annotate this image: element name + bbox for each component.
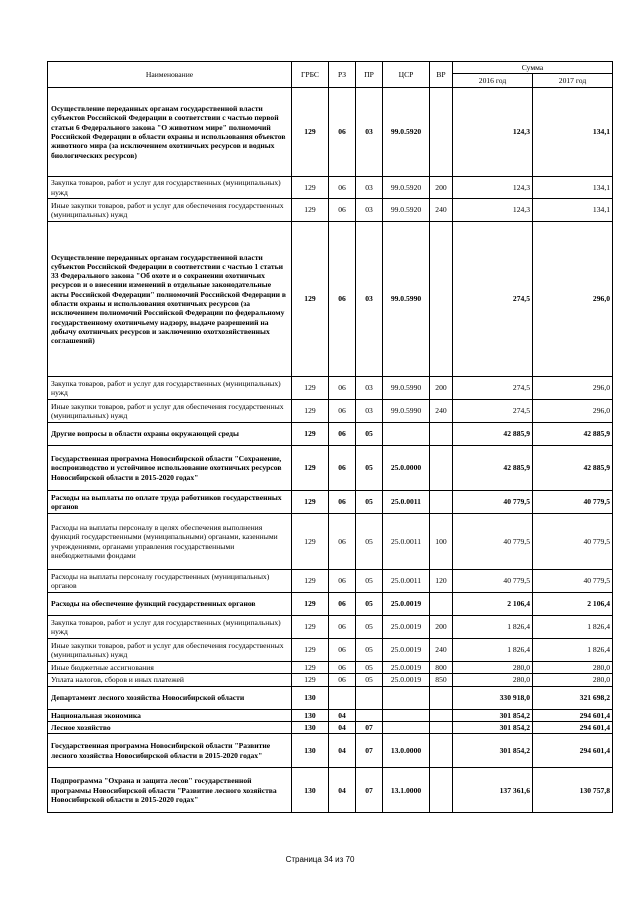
cell-sum-2016: 2 106,4 [453, 593, 533, 616]
cell-vr [430, 593, 453, 616]
cell-vr [430, 222, 453, 377]
table-row [48, 570, 613, 593]
page-footer: Страница 34 из 70 [285, 855, 355, 864]
cell-grbs: 130 [292, 734, 329, 768]
cell-grbs: 130 [292, 721, 329, 733]
cell-csr: 25.0.0019 [383, 662, 430, 674]
cell-pr: 07 [356, 734, 383, 768]
header-2017: 2017 год [533, 74, 613, 88]
cell-sum-2017: 296,0 [533, 377, 613, 400]
cell-vr: 240 [430, 199, 453, 222]
cell-rz: 04 [329, 734, 356, 768]
table-row [48, 616, 613, 639]
cell-name: Осуществление переданных органам государственной власти субъектов Российской Федерации в соответствии с частью первой статьи 6 Федерального закона "О животном мире" полномочий Российской Федерации в области охраны и использования объектов животного мира (за исключением охотничьих ресурсов и водных биологических ресурсов) [48, 88, 292, 177]
cell-grbs: 130 [292, 686, 329, 709]
cell-pr: 05 [356, 639, 383, 662]
table-row [48, 734, 613, 768]
cell-rz: 06 [329, 222, 356, 377]
header-rz: РЗ [329, 62, 356, 88]
cell-rz: 06 [329, 88, 356, 177]
cell-sum-2016: 301 854,2 [453, 709, 533, 721]
cell-csr: 25.0.0011 [383, 570, 430, 593]
cell-sum-2016: 274,5 [453, 377, 533, 400]
cell-pr: 05 [356, 446, 383, 491]
cell-csr: 25.0.0011 [383, 491, 430, 514]
table-body [48, 88, 613, 813]
cell-sum-2017: 280,0 [533, 662, 613, 674]
cell-sum-2016: 40 779,5 [453, 491, 533, 514]
cell-sum-2016: 124,3 [453, 88, 533, 177]
cell-rz: 06 [329, 177, 356, 199]
cell-vr [430, 446, 453, 491]
cell-rz: 06 [329, 570, 356, 593]
table-header [48, 62, 613, 88]
cell-sum-2016: 42 885,9 [453, 423, 533, 446]
cell-rz: 06 [329, 674, 356, 686]
cell-name: Подпрограмма "Охрана и защита лесов" государственной программы Новосибирской области "Развитие лесного хозяйства Новосибирской области в 2015-2020 годах" [48, 768, 292, 813]
table-row [48, 377, 613, 400]
cell-sum-2017: 296,0 [533, 222, 613, 377]
cell-rz: 06 [329, 377, 356, 400]
cell-name: Закупка товаров, работ и услуг для государственных (муниципальных) нужд [48, 177, 292, 199]
cell-sum-2017: 40 779,5 [533, 514, 613, 570]
cell-sum-2016: 42 885,9 [453, 446, 533, 491]
table-row [48, 686, 613, 709]
cell-pr: 03 [356, 400, 383, 423]
cell-csr: 99.0.5990 [383, 400, 430, 423]
cell-vr: 240 [430, 400, 453, 423]
cell-grbs: 129 [292, 639, 329, 662]
cell-rz: 04 [329, 721, 356, 733]
cell-grbs: 130 [292, 768, 329, 813]
budget-table [47, 61, 613, 813]
cell-grbs: 129 [292, 199, 329, 222]
cell-vr [430, 423, 453, 446]
cell-csr [383, 686, 430, 709]
cell-sum-2017: 294 601,4 [533, 709, 613, 721]
cell-sum-2016: 301 854,2 [453, 734, 533, 768]
cell-vr: 100 [430, 514, 453, 570]
cell-sum-2016: 137 361,6 [453, 768, 533, 813]
cell-name: Национальная экономика [48, 709, 292, 721]
cell-rz: 06 [329, 423, 356, 446]
cell-pr: 03 [356, 88, 383, 177]
cell-sum-2016: 40 779,5 [453, 570, 533, 593]
cell-grbs: 129 [292, 662, 329, 674]
cell-csr: 13.0.0000 [383, 734, 430, 768]
cell-grbs: 129 [292, 570, 329, 593]
cell-sum-2016: 1 826,4 [453, 616, 533, 639]
table-row [48, 593, 613, 616]
cell-csr: 99.0.5920 [383, 177, 430, 199]
cell-rz: 06 [329, 446, 356, 491]
cell-name: Иные закупки товаров, работ и услуг для обеспечения государственных (муниципальных) нужд [48, 639, 292, 662]
cell-name: Закупка товаров, работ и услуг для государственных (муниципальных) нужд [48, 616, 292, 639]
cell-rz: 06 [329, 593, 356, 616]
cell-vr [430, 709, 453, 721]
cell-pr: 07 [356, 721, 383, 733]
cell-pr: 05 [356, 674, 383, 686]
cell-name: Иные закупки товаров, работ и услуг для обеспечения государственных (муниципальных) нужд [48, 400, 292, 423]
cell-csr: 25.0.0011 [383, 514, 430, 570]
cell-pr: 05 [356, 514, 383, 570]
cell-grbs: 129 [292, 446, 329, 491]
cell-sum-2017: 134,1 [533, 177, 613, 199]
cell-name: Лесное хозяйство [48, 721, 292, 733]
header-vr: ВР [430, 62, 453, 88]
cell-sum-2017: 134,1 [533, 199, 613, 222]
cell-grbs: 129 [292, 423, 329, 446]
cell-sum-2017: 40 779,5 [533, 491, 613, 514]
cell-sum-2017: 321 698,2 [533, 686, 613, 709]
table-row [48, 222, 613, 377]
header-sum: Сумма [453, 62, 613, 74]
cell-sum-2017: 2 106,4 [533, 593, 613, 616]
cell-grbs: 129 [292, 491, 329, 514]
cell-vr: 200 [430, 616, 453, 639]
cell-vr: 120 [430, 570, 453, 593]
cell-name: Государственная программа Новосибирской области "Сохранение, воспроизводство и устойчивое использование охотничьих ресурсов Новосибирской области в 2015-2020 годах" [48, 446, 292, 491]
cell-sum-2017: 294 601,4 [533, 721, 613, 733]
cell-csr: 99.0.5920 [383, 199, 430, 222]
cell-sum-2016: 280,0 [453, 674, 533, 686]
cell-name: Другие вопросы в области охраны окружающей среды [48, 423, 292, 446]
cell-rz: 06 [329, 616, 356, 639]
cell-sum-2016: 274,5 [453, 222, 533, 377]
budget-table-page [47, 61, 612, 813]
cell-rz: 04 [329, 709, 356, 721]
cell-pr: 05 [356, 662, 383, 674]
cell-sum-2017: 42 885,9 [533, 423, 613, 446]
cell-name: Закупка товаров, работ и услуг для государственных (муниципальных) нужд [48, 377, 292, 400]
cell-vr [430, 686, 453, 709]
header-pr: ПР [356, 62, 383, 88]
header-name: Наименование [48, 62, 292, 88]
cell-sum-2017: 294 601,4 [533, 734, 613, 768]
cell-vr [430, 88, 453, 177]
cell-rz: 06 [329, 514, 356, 570]
cell-csr: 25.0.0019 [383, 639, 430, 662]
cell-name: Расходы на выплаты персоналу в целях обеспечения выполнения функций государственными (муниципальными) органами, казенными учреждениями, органами управления государственными внебюджетными фондами [48, 514, 292, 570]
cell-name: Расходы на выплаты по оплате труда работников государственных органов [48, 491, 292, 514]
cell-csr: 99.0.5990 [383, 377, 430, 400]
cell-grbs: 130 [292, 709, 329, 721]
header-grbs: ГРБС [292, 62, 329, 88]
cell-name: Уплата налогов, сборов и иных платежей [48, 674, 292, 686]
cell-csr: 25.0.0000 [383, 446, 430, 491]
cell-grbs: 129 [292, 377, 329, 400]
cell-name: Иные закупки товаров, работ и услуг для обеспечения государственных (муниципальных) нужд [48, 199, 292, 222]
table-row [48, 446, 613, 491]
cell-pr [356, 709, 383, 721]
cell-sum-2017: 280,0 [533, 674, 613, 686]
cell-csr [383, 709, 430, 721]
cell-sum-2016: 330 918,0 [453, 686, 533, 709]
cell-rz: 06 [329, 400, 356, 423]
table-row [48, 514, 613, 570]
cell-vr: 850 [430, 674, 453, 686]
cell-pr: 07 [356, 768, 383, 813]
cell-sum-2016: 280,0 [453, 662, 533, 674]
cell-csr: 99.0.5990 [383, 222, 430, 377]
cell-vr: 200 [430, 377, 453, 400]
cell-name: Государственная программа Новосибирской области "Развитие лесного хозяйства Новосибирской области в 2015-2020 годах" [48, 734, 292, 768]
cell-csr: 25.0.0019 [383, 674, 430, 686]
cell-pr: 03 [356, 222, 383, 377]
cell-name: Расходы на выплаты персоналу государственных (муниципальных) органов [48, 570, 292, 593]
table-row [48, 423, 613, 446]
cell-pr: 05 [356, 491, 383, 514]
cell-vr [430, 768, 453, 813]
cell-rz: 06 [329, 199, 356, 222]
cell-sum-2017: 1 826,4 [533, 639, 613, 662]
cell-grbs: 129 [292, 593, 329, 616]
cell-rz: 06 [329, 639, 356, 662]
table-row [48, 88, 613, 177]
cell-sum-2016: 40 779,5 [453, 514, 533, 570]
cell-rz: 06 [329, 491, 356, 514]
table-row [48, 491, 613, 514]
header-csr: ЦСР [383, 62, 430, 88]
table-row [48, 709, 613, 721]
cell-csr: 99.0.5920 [383, 88, 430, 177]
cell-csr: 13.1.0000 [383, 768, 430, 813]
cell-name: Департамент лесного хозяйства Новосибирской области [48, 686, 292, 709]
cell-pr: 05 [356, 570, 383, 593]
cell-sum-2016: 1 826,4 [453, 639, 533, 662]
cell-csr: 25.0.0019 [383, 616, 430, 639]
cell-sum-2017: 296,0 [533, 400, 613, 423]
cell-vr: 240 [430, 639, 453, 662]
cell-pr: 03 [356, 177, 383, 199]
cell-sum-2017: 134,1 [533, 88, 613, 177]
table-row [48, 674, 613, 686]
cell-sum-2016: 301 854,2 [453, 721, 533, 733]
table-row [48, 662, 613, 674]
cell-grbs: 129 [292, 177, 329, 199]
cell-grbs: 129 [292, 400, 329, 423]
cell-pr [356, 686, 383, 709]
cell-vr [430, 721, 453, 733]
cell-vr [430, 734, 453, 768]
cell-name: Иные бюджетные ассигнования [48, 662, 292, 674]
table-row [48, 639, 613, 662]
cell-pr: 05 [356, 593, 383, 616]
table-row [48, 721, 613, 733]
cell-sum-2017: 40 779,5 [533, 570, 613, 593]
cell-sum-2016: 124,3 [453, 177, 533, 199]
cell-rz [329, 686, 356, 709]
table-row [48, 177, 613, 199]
cell-vr: 800 [430, 662, 453, 674]
cell-pr: 05 [356, 616, 383, 639]
table-row [48, 400, 613, 423]
cell-grbs: 129 [292, 514, 329, 570]
cell-sum-2016: 274,5 [453, 400, 533, 423]
cell-pr: 03 [356, 377, 383, 400]
cell-grbs: 129 [292, 222, 329, 377]
cell-csr: 25.0.0019 [383, 593, 430, 616]
table-row [48, 199, 613, 222]
cell-grbs: 129 [292, 616, 329, 639]
cell-vr: 200 [430, 177, 453, 199]
cell-pr: 03 [356, 199, 383, 222]
cell-rz: 04 [329, 768, 356, 813]
cell-vr [430, 491, 453, 514]
table-row [48, 768, 613, 813]
cell-sum-2016: 124,3 [453, 199, 533, 222]
cell-sum-2017: 42 885,9 [533, 446, 613, 491]
cell-grbs: 129 [292, 674, 329, 686]
cell-name: Осуществление переданных органам государственной власти субъектов Российской Федерации в соответствии с частью 1 статьи 33 Федерального закона "Об охоте и о сохранении охотничьих ресурсов и о внесении изменений в отдельные законодательные акты Российской Федерации" полномочий Российской Федерации в области охраны и использования охотничьих ресурсов (за исключением полномочий Российской Федерации по федеральному государственному охотничьему надзору, выдаче разрешений на добычу охотничьих ресурсов и заключению охотхозяйственных соглашений) [48, 222, 292, 377]
cell-pr: 05 [356, 423, 383, 446]
cell-sum-2017: 130 757,8 [533, 768, 613, 813]
cell-sum-2017: 1 826,4 [533, 616, 613, 639]
cell-csr [383, 423, 430, 446]
cell-name: Расходы на обеспечение функций государственных органов [48, 593, 292, 616]
cell-csr [383, 721, 430, 733]
cell-grbs: 129 [292, 88, 329, 177]
cell-rz: 06 [329, 662, 356, 674]
header-2016: 2016 год [453, 74, 533, 88]
